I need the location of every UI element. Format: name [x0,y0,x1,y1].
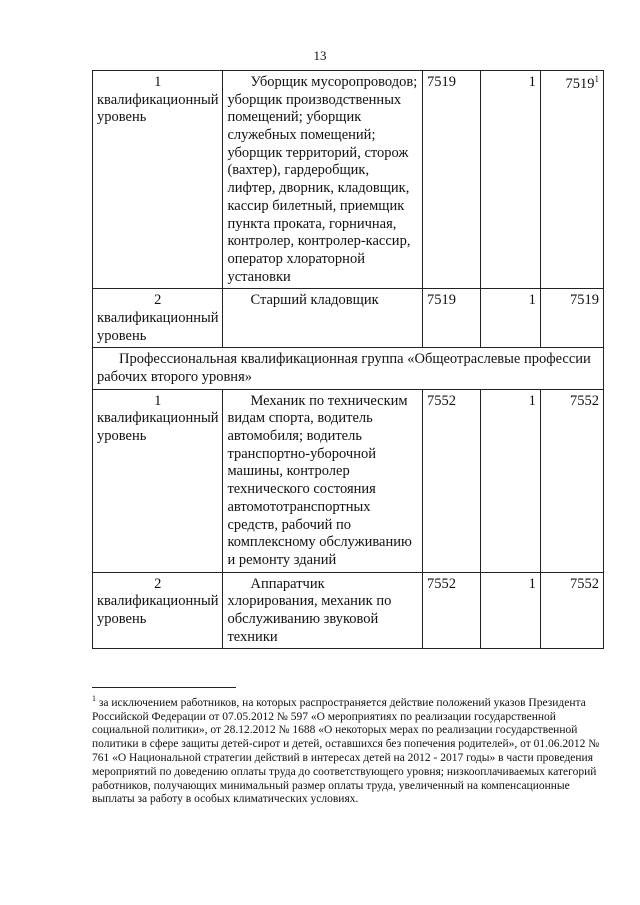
level-label: квалификационный уровень [97,410,219,445]
qualification-level-cell [93,71,223,289]
salary-cell [540,71,603,289]
table-row [93,572,604,649]
position-cell [223,289,423,348]
level-number: 1 [154,392,162,409]
code-cell: 7552 [422,572,480,649]
salary-cell: 7552 [540,572,603,649]
position-text: Старший кладовщик [250,292,379,309]
level-number: 2 [154,292,162,309]
level-number: 1 [154,74,162,90]
count-cell: 1 [481,289,541,348]
code-cell: 7552 [422,389,480,572]
position-text: Уборщик мусоропроводов; уборщик производственных помещений; уборщик служебных помещений; уборщик территорий, сторож (вахтер), гардеробщик, лифтер, дворник, кладовщик, кассир билетный, приемщик пункта проката, горничная, контролер, контролер-кассир, оператор хлораторной установки [227,74,418,285]
salary-table [92,70,604,649]
footnote-marker: 1 [594,74,599,84]
qualification-level-cell [93,289,223,348]
count-cell: 1 [481,389,541,572]
salary-cell: 7519 [540,289,603,348]
qualification-level-cell [93,572,223,649]
count-cell: 1 [481,71,541,289]
group-heading: Профессиональная квалификационная группа «Общеотраслевые профессии рабочих второго уровня» [93,348,604,389]
salary-value: 7519 [565,75,595,92]
code-cell: 7519 [422,289,480,348]
position-cell [223,389,423,572]
footnote-marker: 1 [92,694,96,703]
level-label: квалификационный уровень [97,91,219,126]
salary-cell: 7552 [540,389,603,572]
position-text: Аппаратчик хлорирования, механик по обслуживанию звуковой техники [227,575,392,645]
level-label: квалификационный уровень [97,593,219,627]
count-cell: 1 [481,572,541,649]
footnote-text: за исключением работников, на которых распространяется действие положений указов Президента Российской Федерации от 07.05.2012 № 597 «О мероприятиях по реализации государственной социальной политики», от 28.12.2012 № 1688 «О некоторых мерах по реализации государственной политики в сфере защиты детей-сирот и детей, оставшихся без попечения родителей», от 01.06.2012 № 761 «О Национальной стратегии действий в интересах детей на 2012 - 2017 годы» в части проведения мероприятий по доведению оплаты труда до соответствующего уровня; низкооплачиваемых категорий работников, получающих минимальный размер оплаты труда, увеличенный на компенсационные выплаты за работу в особых климатических условиях. [92,696,600,806]
table-row [93,289,604,348]
position-text: Механик по техническим видам спорта, водитель автомобиля; водитель транспортно-уборочной машины, контролер технического состояния автомототранспортных средств, рабочий по комплексному обслуживанию и ремонту зданий [227,392,412,568]
group-row [93,348,604,389]
footnote-divider [92,687,236,688]
position-cell [223,572,423,649]
table-row [93,389,604,572]
page-number: 13 [313,48,327,63]
level-label: квалификационный уровень [97,309,219,344]
level-number: 2 [154,575,162,592]
qualification-level-cell [93,389,223,572]
code-cell: 7519 [422,71,480,289]
footnote [92,694,604,807]
position-cell [223,71,423,289]
table-row [93,71,604,289]
